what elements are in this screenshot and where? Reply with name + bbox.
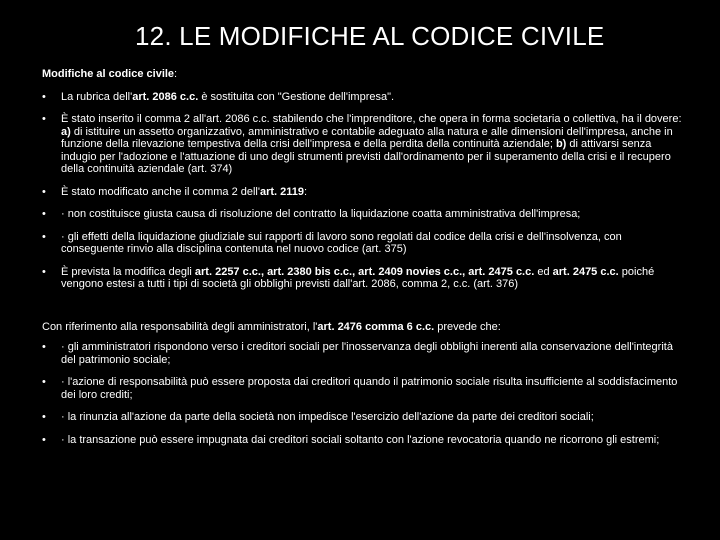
item-text: · gli effetti della liquidazione giudiziale sui rapporti di lavoro sono regolati dal codice della crisi e dell'insolvenza, con conseguente rinvio alla disciplina contenuta nel nuovo codice (art. 375) [61, 230, 622, 255]
list-item [42, 231, 682, 256]
item-text: di attivarsi senza indugio per l'adozione e l'attuazione di uno degli strumenti previsti dall'ordinamento per il superamento della crisi e il recupero della continuità aziendale (art. 374) [61, 138, 671, 175]
section-heading [42, 68, 682, 81]
item-text: · gli amministratori rispondono verso i creditori sociali per l'inosservanza degli obblighi inerenti alla conservazione dell'integrità del patrimonio sociale; [61, 341, 673, 366]
bullet-icon: • [42, 265, 46, 278]
list-item [42, 186, 682, 199]
bullet-icon: • [42, 208, 46, 220]
item-bold: art. 2119 [259, 185, 305, 198]
bullet-icon: • [42, 341, 46, 353]
list-item [42, 266, 682, 291]
item-text: · la transazione può essere impugnata dai creditori sociali soltanto con l'azione revocatoria quando ne ricorrono gli estremi; [61, 433, 660, 446]
item-text: ed [534, 265, 553, 278]
list-item [42, 341, 682, 366]
bullet-icon: • [42, 411, 46, 423]
section-heading-colon: : [174, 68, 178, 80]
item-text: : [304, 185, 308, 198]
item-text: È stato inserito il comma 2 all'art. 2086 c.c. stabilendo che l'imprenditore, che opera in forma societaria o collettiva, ha il dovere: [61, 113, 682, 125]
item-bold: a) [61, 125, 71, 138]
list-item [42, 411, 682, 424]
item-bold: art. 2257 c.c., art. 2380 bis c.c., art. 2409 novies c.c., art. 2475 c.c. [194, 265, 535, 278]
bullet-icon: • [42, 230, 46, 243]
para-text: prevede che: [434, 320, 501, 333]
item-bold: b) [555, 138, 567, 150]
item-text: È stato modificato anche il comma 2 dell' [61, 185, 260, 198]
bullet-icon: • [42, 376, 46, 388]
modifications-list [42, 91, 682, 291]
para-text: Con riferimento alla responsabilità degli amministratori, l' [42, 320, 318, 333]
list-item [42, 113, 682, 176]
item-bold: art. 2086 c.c. [132, 90, 199, 103]
bullet-icon: • [42, 113, 46, 125]
item-text: è sostituita con "Gestione dell'impresa". [198, 90, 395, 103]
responsibility-paragraph [42, 321, 682, 334]
bullet-icon: • [42, 185, 46, 198]
item-text: poiché vengono estesi a tutti i tipi di società gli obblighi previsti dall'art. 2086, comma 2, c.c. (art. 376) [61, 265, 655, 290]
bullet-icon: • [42, 433, 46, 446]
item-text: · l'azione di responsabilità può essere proposta dai creditori quando il patrimonio sociale risulta insufficiente al soddisfacimento dei loro crediti; [61, 376, 678, 401]
section-heading-bold: Modifiche al codice civile [42, 68, 175, 80]
item-text: La rubrica dell' [61, 90, 133, 103]
slide-title: 12. LE MODIFICHE AL CODICE CIVILE [135, 21, 605, 51]
item-text: · non costituisce giusta causa di risoluzione del contratto la liquidazione coatta amministrativa dell'impresa; [61, 208, 581, 220]
para-bold: art. 2476 comma 6 c.c. [317, 320, 435, 333]
item-bold: art. 2475 c.c. [552, 265, 619, 278]
item-text: È prevista la modifica degli [61, 265, 195, 278]
item-text: · la rinunzia all'azione da parte della società non impedisce l'esercizio dell'azione da parte dei creditori sociali; [61, 411, 594, 423]
item-text: di istituire un assetto organizzativo, amministrativo e contabile adeguato alla natura e alle dimensioni dell'impresa, anche in funzione della rilevazione tempestiva della crisi dell'impresa e della perdita della continuità aziendale; [61, 125, 673, 150]
list-item [42, 376, 682, 401]
bullet-icon: • [42, 90, 46, 103]
list-item [42, 91, 682, 104]
list-item [42, 434, 682, 447]
slide-content [42, 68, 682, 456]
list-item [42, 208, 682, 221]
responsibility-list [42, 341, 682, 446]
